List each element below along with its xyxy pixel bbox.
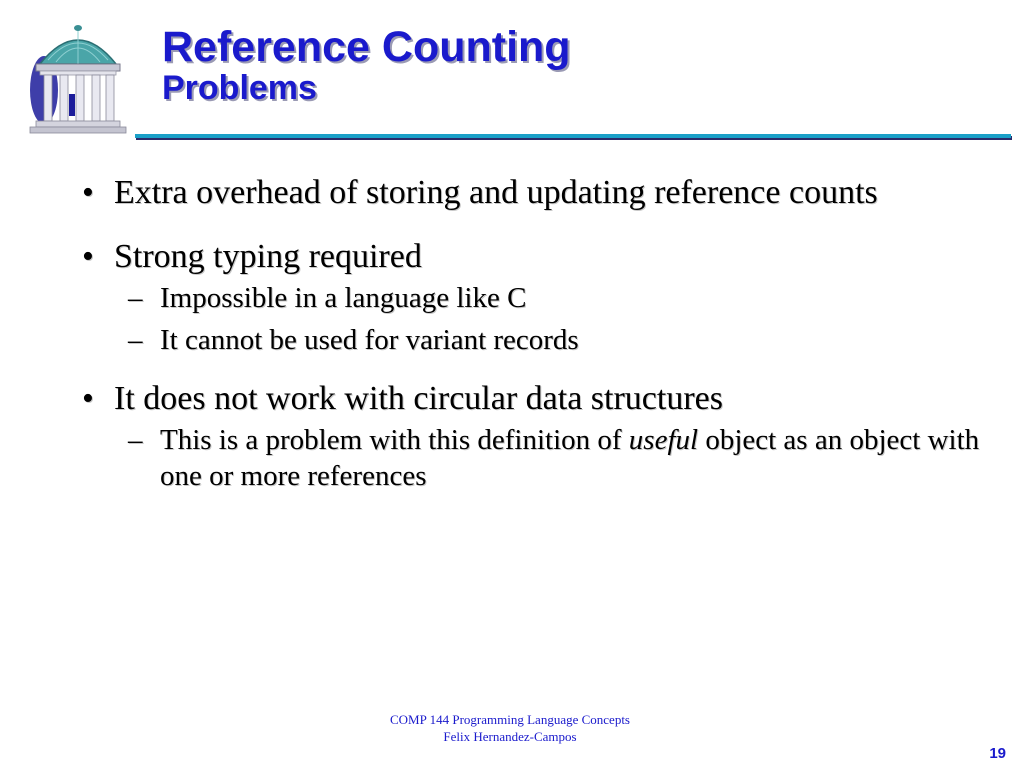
title-block xyxy=(162,24,571,106)
sub-bullet-text: Impossible in a language like C xyxy=(160,282,527,314)
bullet-item xyxy=(82,172,982,214)
bullet-text: Strong typing required xyxy=(114,238,422,275)
dash-icon: – xyxy=(128,324,143,356)
bullet-text: It does not work with circular data structures xyxy=(114,380,723,417)
footer xyxy=(310,711,710,745)
footer-author: Felix Hernandez-Campos xyxy=(443,729,577,744)
bullet-group xyxy=(82,236,982,358)
slide-body xyxy=(82,172,982,514)
page-number: 19 xyxy=(989,745,1006,762)
bullet-icon: • xyxy=(82,238,94,275)
dash-icon: – xyxy=(128,424,143,456)
bullet-icon: • xyxy=(82,380,94,417)
sub-bullet-text-before: This is a problem with this definition of xyxy=(160,424,629,456)
sub-bullet-text: It cannot be used for variant records xyxy=(160,324,579,356)
sub-bullet-item xyxy=(82,422,982,494)
title-divider xyxy=(135,134,1011,138)
bullet-item xyxy=(82,378,982,420)
sub-bullet-text-after: object as an object with one or more references xyxy=(160,424,980,492)
sub-bullet-item xyxy=(82,280,982,316)
slide-title: Reference Counting xyxy=(162,23,571,71)
bullet-group xyxy=(82,378,982,494)
emphasis-text: useful xyxy=(628,424,699,456)
dash-icon: – xyxy=(128,282,143,314)
sub-bullet-item xyxy=(82,322,982,358)
bullet-text: Extra overhead of storing and updating reference counts xyxy=(114,174,878,211)
footer-course: COMP 144 Programming Language Concepts xyxy=(390,712,630,727)
bullet-item xyxy=(82,236,982,278)
slide-subtitle: Problems xyxy=(162,69,317,107)
old-well-icon xyxy=(22,20,132,140)
bullet-icon: • xyxy=(82,174,94,211)
